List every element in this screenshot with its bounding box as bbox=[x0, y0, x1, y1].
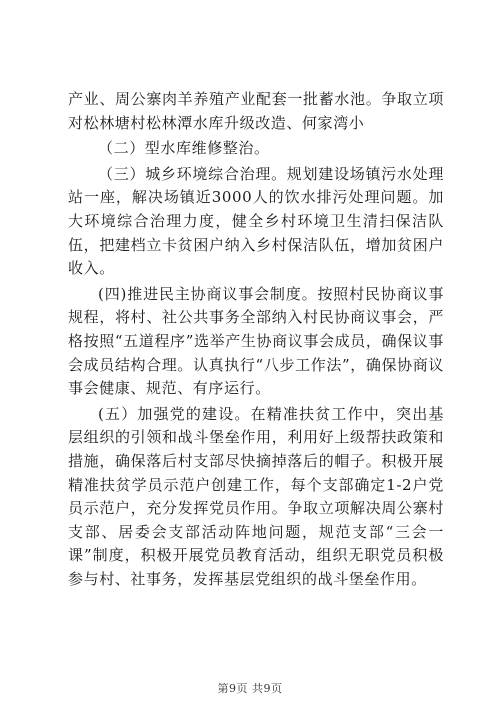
document-body bbox=[68, 88, 444, 593]
paragraph-continuation: 产业、周公寨肉羊养殖产业配套一批蓄水池。争取立项对松林塘村松林潭水库升级改造、何家湾小 bbox=[68, 90, 444, 132]
paragraph-reservoir-repair: （二）型水库维修整治。 bbox=[98, 139, 270, 158]
paragraph-party-building: (五）加强党的建设。在精准扶贫工作中，突出基层组织的引领和战斗堡垒作用，利用好上级帮扶政策和措施，确保落后村支部尽快摘掉落后的帽子。积极开展精准扶贫学员示范户创建工作，每个支部确定1-2户党员示范户，充分发挥党员作用。争取立项解决周公寨村支部、居委会支部活动阵地问题，规范支部“三会一课”制度，积极开展党员教育活动，组织无职党员积极参与村、社事务，发挥基层党组织的战斗堡垒作用。 bbox=[68, 404, 444, 588]
paragraph-environment: （三）城乡环境综合治理。规划建设场镇污水处理站一座，解决场镇近3000人的饮水排污处理问题。加大环境综合治理力度，健全乡村环境卫生清扫保洁队伍，把建档立卡贫困户纳入乡村保洁队伍，增加贫困户收入。 bbox=[68, 164, 444, 278]
paragraph-consultation: (四)推进民主协商议事会制度。按照村民协商议事规程，将村、社公共事务全部纳入村民协商议事会，严格按照“五道程序”选举产生协商议事会成员，确保议事会成员结构合理。认真执行“八步工作法”，确保协商议事会健康、规范、有序运行。 bbox=[68, 284, 444, 398]
page-footer: 第9页 共9页 bbox=[217, 682, 283, 695]
